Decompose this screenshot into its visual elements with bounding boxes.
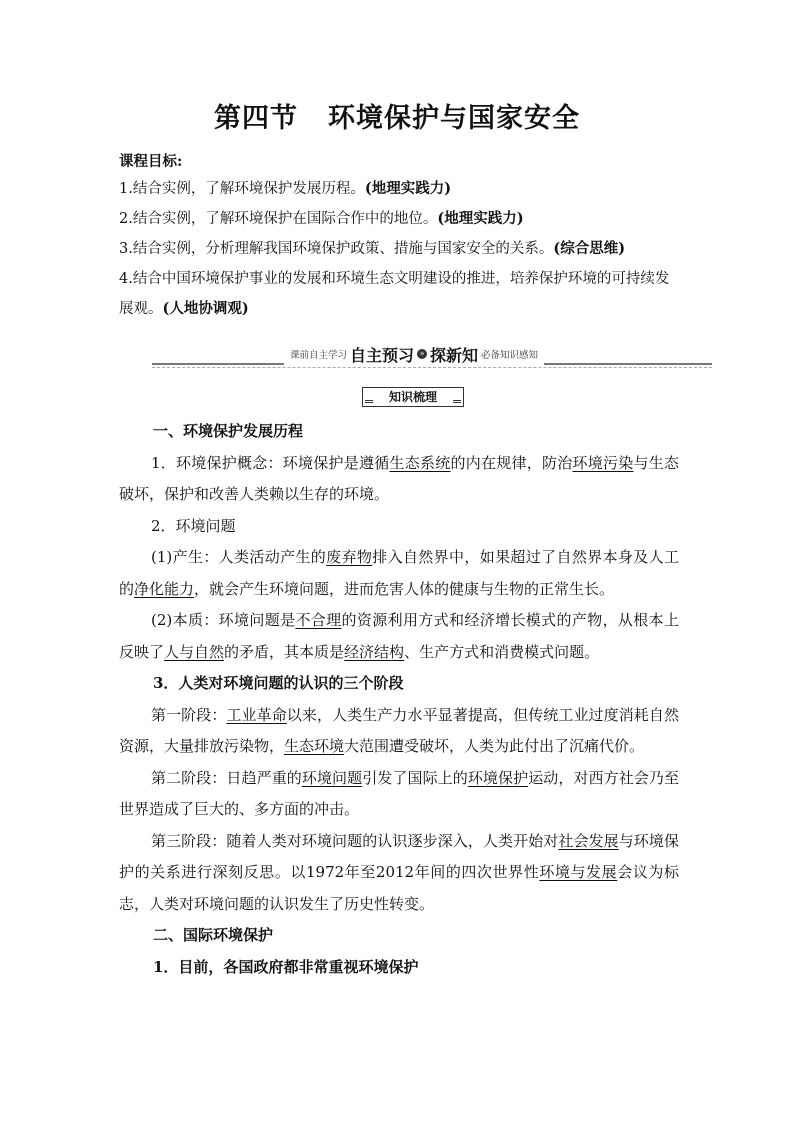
section-heading: 一、环境保护发展历程 <box>153 422 304 440</box>
title-text: 环境保护与国家安全 <box>328 103 580 134</box>
paragraph: (2)本质：环境问题是不合理的资源利用方式和经济增长模式的产物，从根本上反映了人与自然的矛盾，其本质是经济结构、生产方式和消费模式问题。 <box>119 611 679 661</box>
goal-item: 2.结合实例，了解环境保护在国际合作中的地位。(地理实践力) <box>119 210 524 227</box>
banner-divider-dashed <box>152 367 712 368</box>
course-goals-label: 课程目标: <box>119 153 183 170</box>
paragraph: 第一阶段：工业革命以来，人类生产力水平显著提高，但传统工业过度消耗自然资源，大量排放污染物，生态环境大范围遭受破坏，人类为此付出了沉痛代价。 <box>119 705 679 755</box>
paragraph: 第三阶段：随着人类对环境问题的认识逐步深入，人类开始对社会发展与环境保护的关系进行深刻反思。以1972年至2012年间的四次世界性环境与发展会议为标志，人类对环境问题的认识发生了历史性转变。 <box>119 831 679 913</box>
title-section-number: 第四节 <box>214 103 298 134</box>
course-goals <box>119 150 679 324</box>
banner-left-text: 课前自主学习 <box>290 350 348 361</box>
banner-heading-2: 探新知 <box>430 345 479 365</box>
section-heading: 二、国际环境保护 <box>153 926 274 944</box>
section-banner <box>152 343 712 371</box>
arrow-icon: » <box>417 349 427 359</box>
subheading: 3．人类对环境问题的认识的三个阶段 <box>153 674 404 692</box>
knowledge-box-label: 知识梳理 <box>362 387 464 407</box>
goal-item: 3.结合实例，分析理解我国环境保护政策、措施与国家安全的关系。(综合思维) <box>119 240 626 257</box>
paragraph: 第二阶段：日趋严重的环境问题引发了国际上的环境保护运动，对西方社会乃至世界造成了巨大的、多方面的冲击。 <box>119 768 679 818</box>
subheading: 1．目前，各国政府都非常重视环境保护 <box>153 957 419 976</box>
goal-item: 1.结合实例，了解环境保护发展历程。(地理实践力) <box>119 180 452 197</box>
banner-label <box>284 343 544 365</box>
banner-heading-1: 自主预习 <box>350 345 415 365</box>
paragraph: (1)产生：人类活动产生的废弃物排入自然界中，如果超过了自然界本身及人工的净化能力，就会产生环境问题，进而危害人体的健康与生物的正常生长。 <box>119 548 679 598</box>
banner-right-text: 必备知识感知 <box>481 350 539 361</box>
main-content <box>119 416 679 983</box>
goal-item: 4.结合中国环境保护事业的发展和环境生态文明建设的推进，培养保护环境的可持续发展观。(人地协调观) <box>119 271 670 317</box>
paragraph: 1．环境保护概念：环境保护是遵循生态系统的内在规律，防治环境污染与生态破坏，保护和改善人类赖以生存的环境。 <box>119 453 679 503</box>
subheading: 2．环境问题 <box>151 516 236 535</box>
page-title <box>0 96 794 135</box>
